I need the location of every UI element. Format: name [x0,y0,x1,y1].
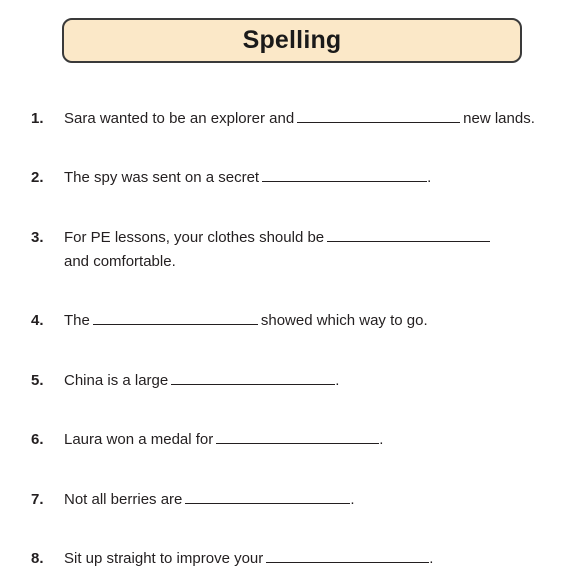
question-text [64,547,433,571]
question-text-after: new lands. [463,110,535,127]
question-number: 6. [31,431,44,448]
question-number: 8. [31,550,44,567]
question-text [64,309,428,333]
answer-blank[interactable] [262,167,427,182]
question-text-after: showed which way to go. [260,312,428,329]
question-text-before: Not all berries are [64,491,183,508]
answer-blank[interactable] [266,548,429,563]
question-text [64,226,493,274]
question-continuation: and comfortable. [64,253,176,270]
answer-blank[interactable] [185,489,350,504]
question-number: 7. [31,491,44,508]
question-text-before: Sara wanted to be an explorer and [64,110,295,127]
question-number: 3. [31,229,44,246]
question-text [64,107,535,131]
question-text [64,488,355,512]
question-text-before: Laura won a medal for [64,431,214,448]
question-text [64,369,339,393]
question-text-after: . [335,372,340,389]
answer-blank[interactable] [216,429,379,444]
answer-blank[interactable] [93,310,258,325]
question-text-after: . [379,431,384,448]
answer-blank[interactable] [327,227,490,242]
title-box [62,18,522,63]
question-text-before: China is a large [64,372,169,389]
question-text-after: . [427,169,432,186]
answer-blank[interactable] [297,108,460,123]
question-number: 2. [31,169,44,186]
question-text-before: For PE lessons, your clothes should be [64,229,325,246]
question-number: 4. [31,312,44,329]
question-text [64,428,383,452]
question-number: 5. [31,372,44,389]
question-number: 1. [31,110,44,127]
answer-blank[interactable] [171,370,335,385]
question-text-before: The [64,312,90,329]
question-text-before: Sit up straight to improve your [64,550,264,567]
question-text-after: . [429,550,434,567]
question-text-after: . [350,491,355,508]
page-title: Spelling [242,26,342,54]
question-text-before: The spy was sent on a secret [64,169,260,186]
question-text [64,166,431,190]
